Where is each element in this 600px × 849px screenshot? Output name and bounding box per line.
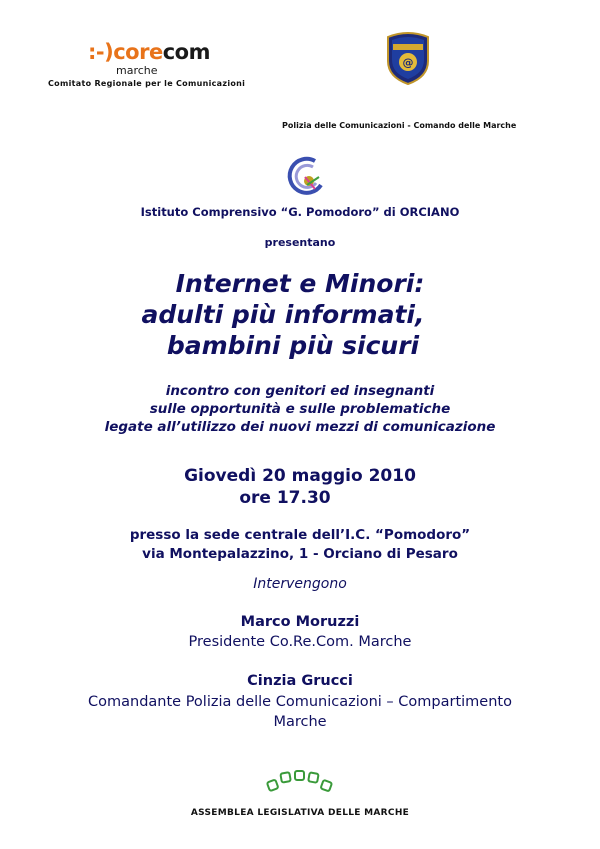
title-line-2: adulti più informati,: [141, 300, 425, 329]
speaker-role: [0, 692, 600, 732]
corecom-smile: :-): [88, 40, 114, 64]
subtitle-line-2: sulle opportunità e sulle problematiche: [149, 401, 451, 417]
time-line: ore 17.30: [239, 488, 331, 508]
speaker-name: Cinzia Grucci: [247, 673, 353, 689]
intervengono-label: Intervengono: [253, 576, 347, 592]
footer-assembly: ASSEMBLEA LEGISLATIVA DELLE MARCHE: [190, 808, 410, 818]
title-line-1: Internet e Minori:: [175, 269, 425, 298]
event-venue: [0, 526, 600, 564]
svg-text:@: @: [402, 56, 414, 69]
corecom-description: Comitato Regionale per le Comunicazioni: [48, 79, 246, 88]
presentano-label: presentano: [264, 236, 336, 249]
speaker-role-line-2: Marche: [273, 714, 327, 730]
corecom-core: core: [113, 40, 163, 64]
event-date: [0, 465, 600, 509]
corecom-sub: marche: [116, 64, 158, 77]
assembly-logo-icon: [262, 767, 338, 799]
speaker-role-line-1: Comandante Polizia delle Comunicazioni – Compartimento: [88, 694, 512, 710]
subtitle-line-3: legate all’utilizzo dei nuovi mezzi di comunicazione: [104, 419, 496, 435]
subtitle-line-1: incontro con genitori ed insegnanti: [165, 383, 435, 399]
venue-line-1: presso la sede centrale dell’I.C. “Pomodoro”: [129, 527, 471, 543]
title-line-3: bambini più sicuri: [166, 331, 420, 360]
event-title: [0, 268, 600, 361]
venue-line-2: via Montepalazzino, 1 - Orciano di Pesaro: [142, 546, 458, 562]
speaker-name: Marco Moruzzi: [240, 614, 360, 630]
school-logo-icon: [285, 155, 329, 199]
speaker-role: Presidente Co.Re.Com. Marche: [188, 634, 412, 650]
date-line: Giovedì 20 maggio 2010: [184, 466, 416, 486]
corecom-com: com: [162, 40, 210, 64]
institute-name: Istituto Comprensivo “G. Pomodoro” di ORCIANO: [140, 205, 460, 219]
polizia-header: Polizia delle Comunicazioni - Comando delle Marche: [282, 121, 517, 130]
event-subtitle: [0, 382, 600, 436]
police-badge-icon: [385, 31, 431, 85]
